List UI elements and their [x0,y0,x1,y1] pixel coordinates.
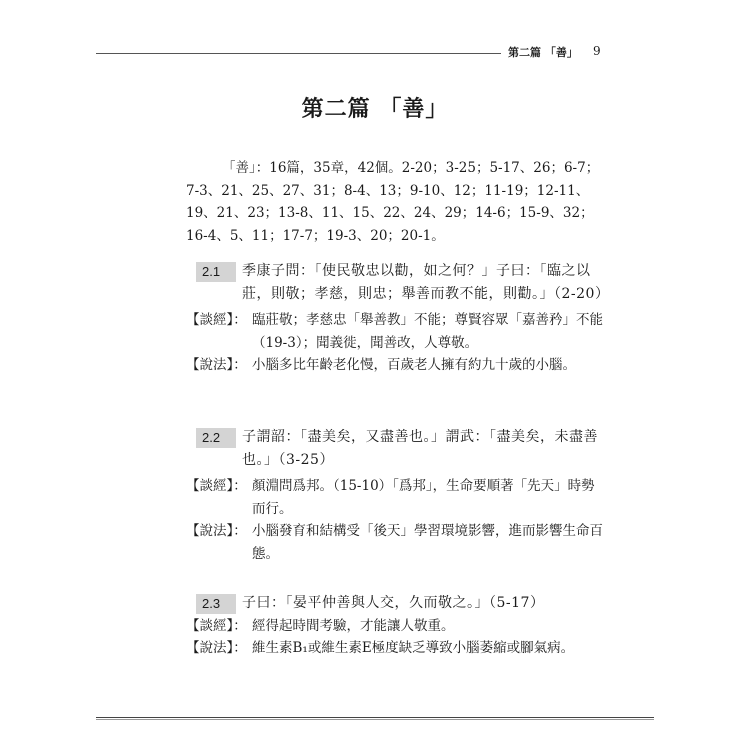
note-text-tanjing: 臨莊敬；孝慈忠「舉善教」不能；尊賢容眾「嘉善矜」不能（19-3）；聞義徙，聞善改，人尊敬。 [252,312,603,351]
note-text-tanjing: 顏淵問爲邦。（15-10）「爲邦」，生命要順著「先天」時勢而行。 [252,478,595,517]
note-label-shuofa: 【說法】： [186,640,247,656]
note-text-shuofa: 小腦發育和結構受「後天」學習環境影響，進而影響生命百態。 [252,523,603,562]
note-label-tanjing: 【談經】： [186,617,247,634]
entry-number-badge: 2.1 [196,262,236,282]
note-label-tanjing: 【談經】： [186,478,247,494]
entry-quote: 子曰：「晏平仲善與人交，久而敬之。」（5-17） [242,595,545,611]
note-text-tanjing: 經得起時間考驗，才能讓人敬重。 [252,617,455,634]
header-rule [96,53,501,54]
entry-number-badge: 2.3 [196,594,236,614]
chapter-title: 第二篇 「善」 [301,96,449,122]
chapter-intro: 「善」：16篇，35章，42個。2-20；3-25；5-17、26；6-7；7-3、21、25、27、31；8-4、13；9-10、12；11-19；12-11、19、21、23；13-8、11、15、22、24、29；14-6；15-9、32；16-4、5、11；17-7；19-3、20；20-1。 [186,160,600,244]
entry-2-1 [186,260,610,377]
entry-number-badge: 2.2 [196,428,236,448]
running-head-title: 第二篇 「善」 [508,46,578,59]
note-label-tanjing: 【談經】： [186,312,247,328]
entry-2-2 [186,426,606,565]
note-label-shuofa: 【說法】： [186,357,247,373]
entry-2-3 [186,592,606,660]
entry-quote: 季康子問：「使民敬忠以勸，如之何？」子曰：「臨之以莊，則敬；孝慈，則忠；舉善而教不能，則勸。」（2-20） [242,263,610,302]
note-text-shuofa: 小腦多比年齡老化慢，百歲老人擁有約九十歲的小腦。 [252,357,576,373]
note-label-shuofa: 【說法】： [186,523,247,539]
footer-rule-shadow [96,719,654,720]
page-number: 9 [593,44,601,58]
note-text-shuofa: 維生素B₁或維生素E極度缺乏導致小腦萎縮或腳氣病。 [252,640,575,656]
running-head [96,44,656,64]
entry-quote: 子謂韶：「盡美矣，又盡善也。」謂武：「盡美矣，未盡善也。」（3-25） [242,429,598,468]
footer-rule [96,717,654,718]
